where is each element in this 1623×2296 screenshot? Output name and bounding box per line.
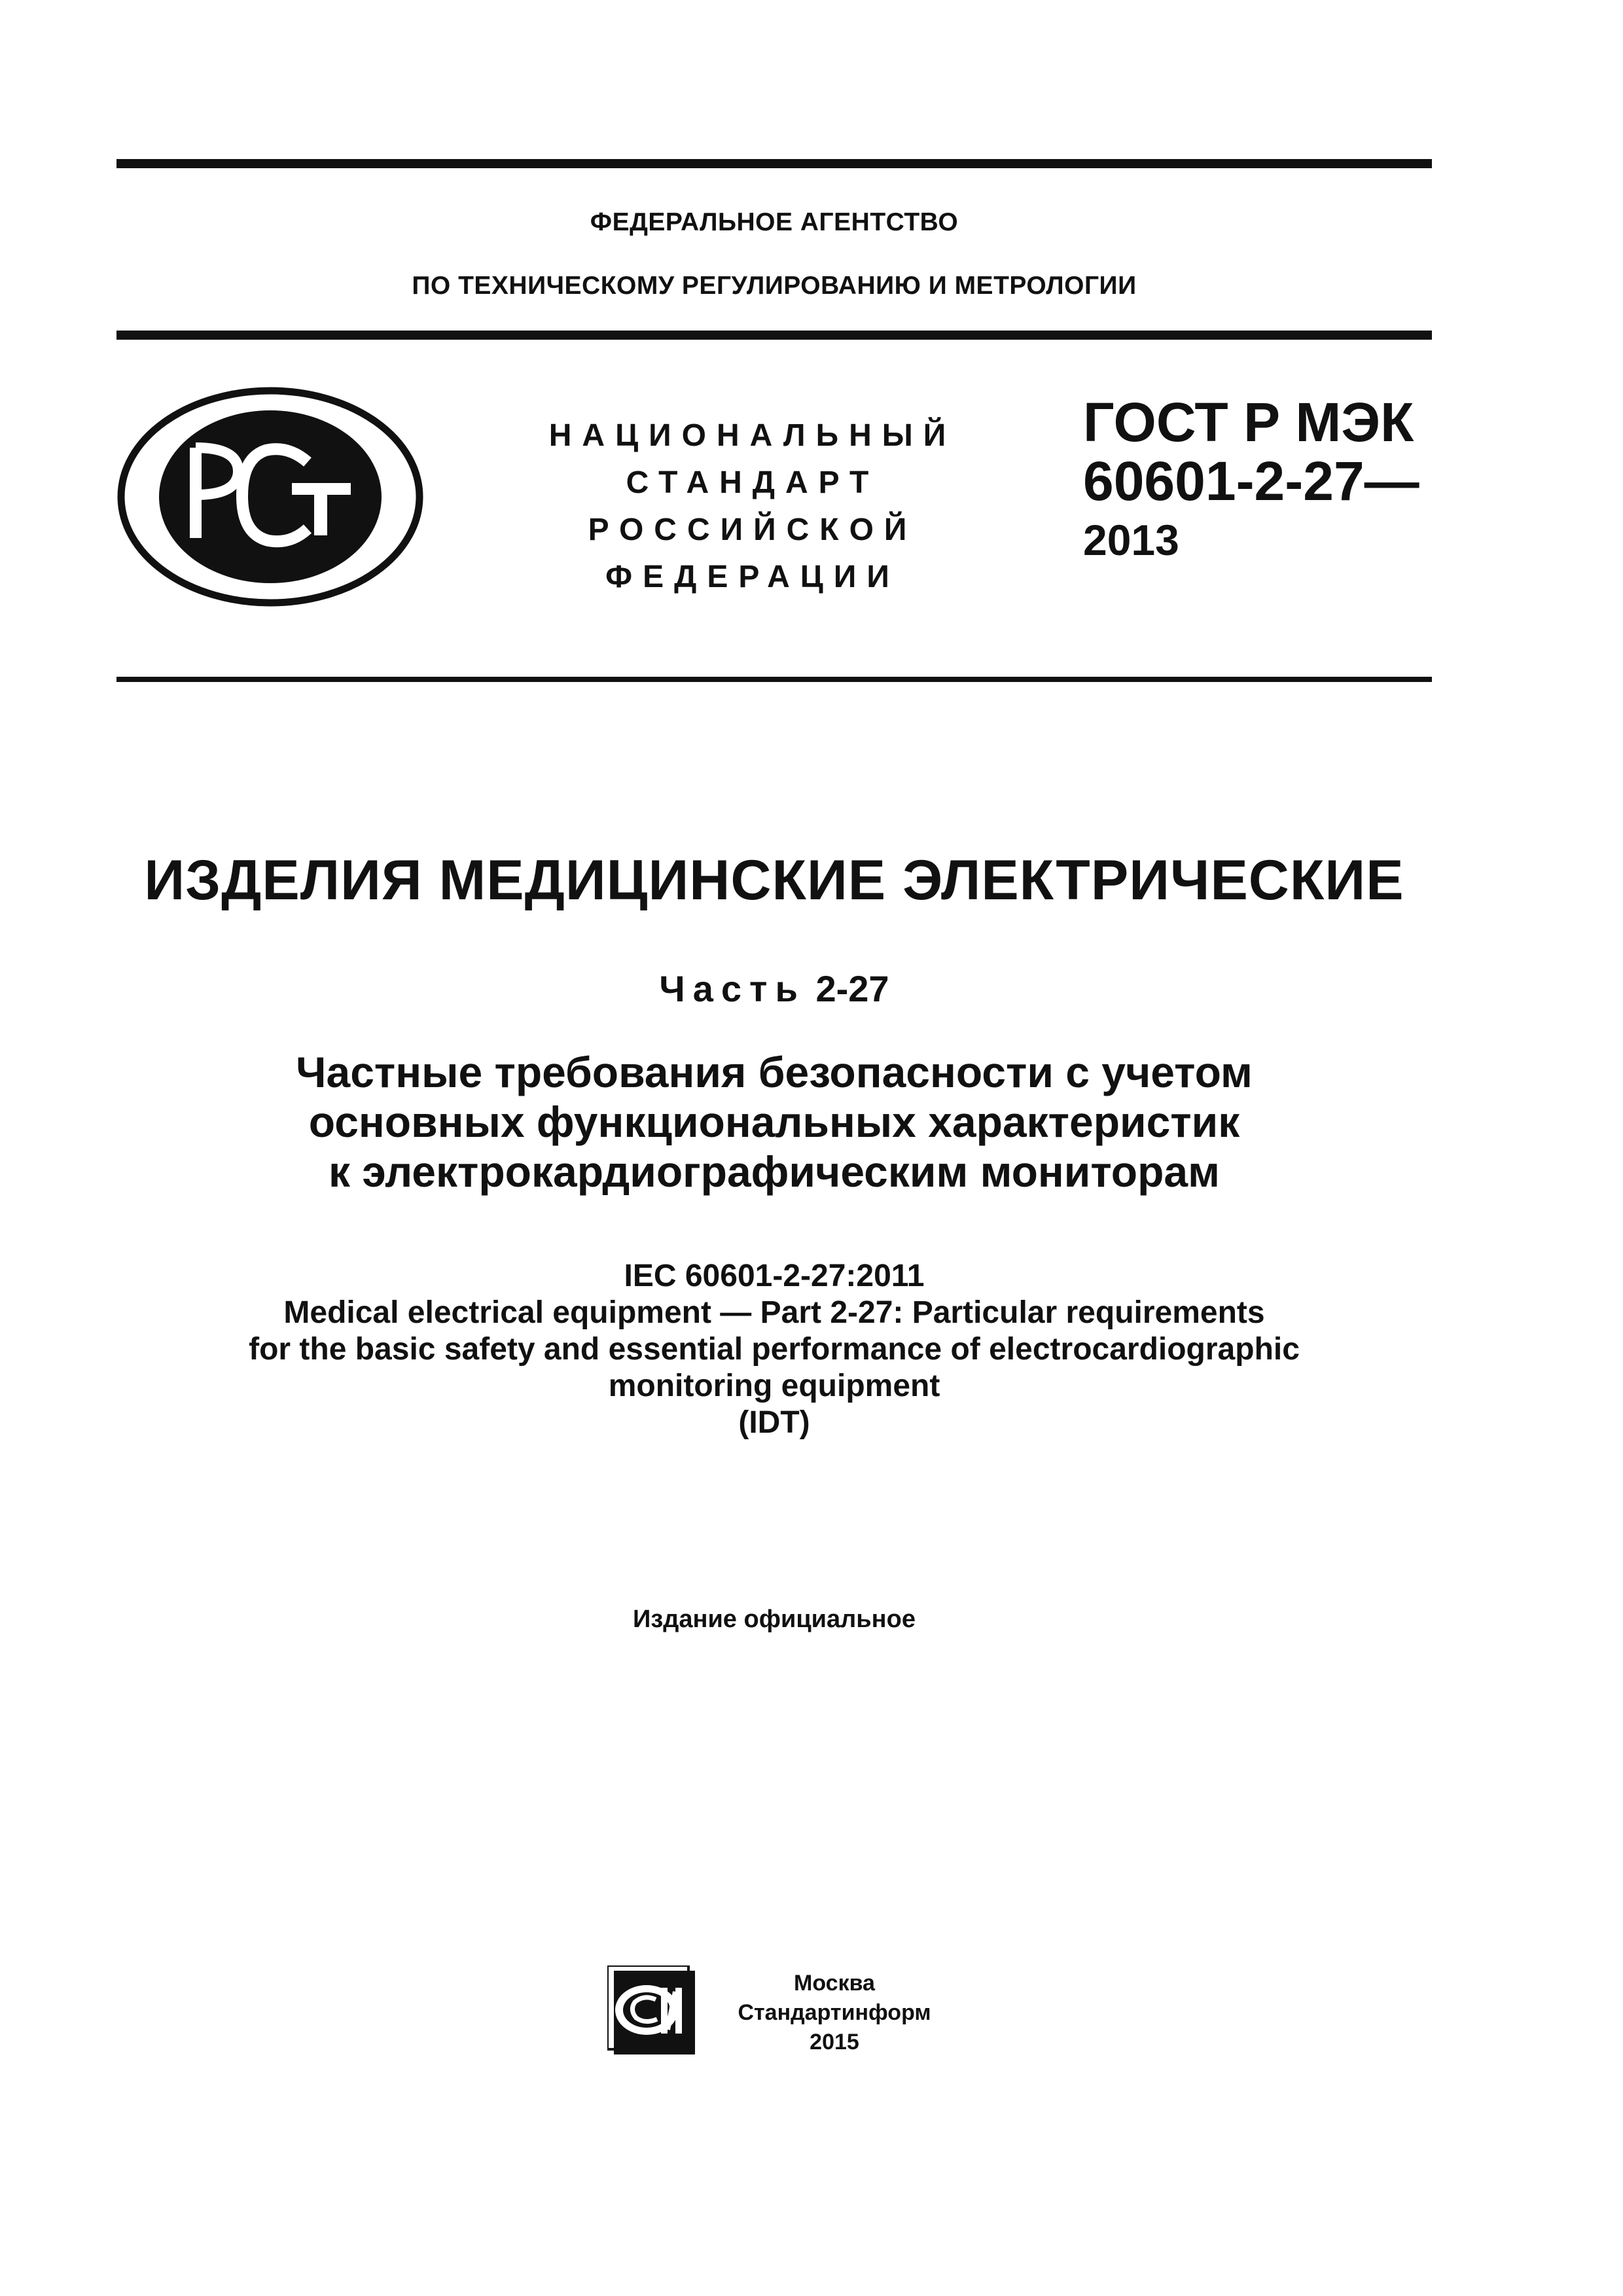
iec-line-2: Medical electrical equipment — Part 2-27: Particular requirements (283, 1295, 1265, 1330)
national-standard-label (510, 412, 995, 601)
standard-designation (1083, 393, 1419, 569)
designation-line-2: 60601-2-27— (1083, 450, 1419, 512)
middle-rule (116, 331, 1432, 340)
part-number: 2-27 (815, 968, 889, 1009)
agency-name-line-1: ФЕДЕРАЛЬНОЕ АГЕНТСТВО (590, 208, 959, 236)
designation-year: 2013 (1083, 516, 1179, 564)
gost-logo-icon (116, 385, 424, 609)
iec-reference (116, 1258, 1432, 1441)
part-word: Часть (659, 968, 806, 1009)
edition-label: Издание официальное (633, 1605, 916, 1633)
iec-line-3: for the basic safety and essential performance of electrocardiographic (249, 1332, 1300, 1367)
top-rule (116, 159, 1432, 168)
publisher-name: Стандартинформ (738, 2000, 931, 2025)
subtitle-line-3: к электрокардиографическим мониторам (329, 1147, 1220, 1196)
publication-year: 2015 (810, 2030, 859, 2054)
designation-line-1: ГОСТ Р МЭК (1083, 391, 1414, 453)
agency-name-line-2: ПО ТЕХНИЧЕСКОМУ РЕГУЛИРОВАНИЮ И МЕТРОЛОГИИ (412, 272, 1137, 300)
part-label (116, 967, 1432, 1010)
standartinform-logo-icon (607, 1965, 700, 2060)
iec-line-5: (IDT) (738, 1405, 810, 1440)
national-standard-line-4: ФЕДЕРАЦИИ (605, 560, 900, 594)
iec-line-1: IEC 60601-2-27:2011 (624, 1259, 925, 1293)
subtitle-line-1: Частные требования безопасности с учетом (296, 1048, 1253, 1096)
national-standard-line-3: РОССИЙСКОЙ (588, 512, 918, 547)
national-standard-line-2: СТАНДАРТ (626, 465, 880, 500)
bottom-rule (116, 677, 1432, 682)
subtitle-line-2: основных функциональных характеристик (308, 1098, 1240, 1146)
iec-line-4: monitoring equipment (608, 1369, 940, 1403)
national-standard-line-1: НАЦИОНАЛЬНЫЙ (548, 418, 957, 453)
publisher-city: Москва (794, 1971, 875, 1996)
document-subtitle (116, 1047, 1432, 1196)
document-main-title: ИЗДЕЛИЯ МЕДИЦИНСКИЕ ЭЛЕКТРИЧЕСКИЕ (144, 849, 1404, 912)
publisher-info (726, 1969, 942, 2057)
